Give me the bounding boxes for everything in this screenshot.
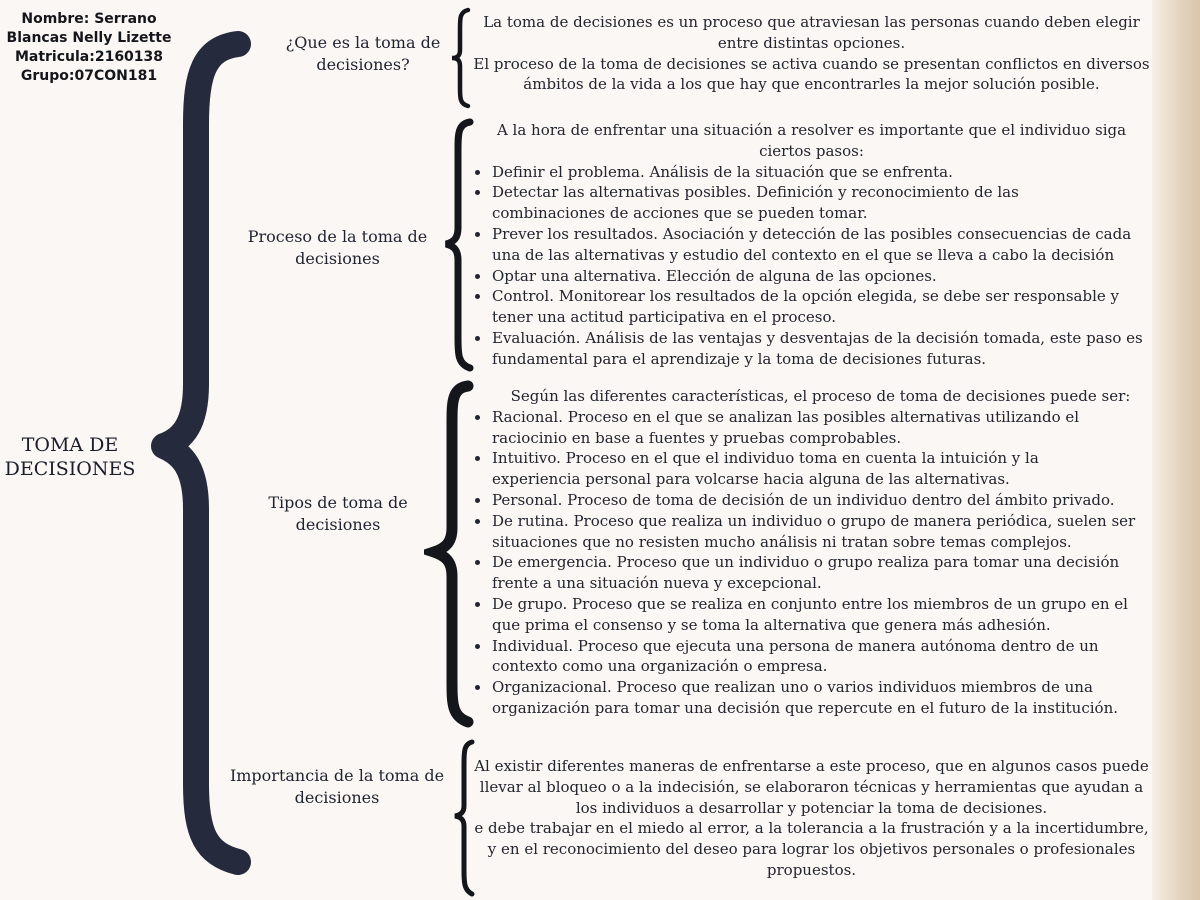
paragraph: Al existir diferentes maneras de enfrentarse a este proceso, que en algunos casos puede llevar al bloqueo o a la indecisión, se elaboraron técnicas y herramientas que ayudan a los individuos a desarrollar y potenciar la toma de decisiones.: [474, 757, 1149, 817]
list-item: Personal. Proceso de toma de decisión de un individuo dentro del ámbito privado.: [492, 490, 1153, 511]
list-item: De grupo. Proceso que se realiza en conjunto entre los miembros de un grupo en el que prima el consenso y se toma la alternativa que genera más adhesión.: [492, 594, 1153, 636]
section-label-tipos: Tipos de toma de decisiones: [268, 493, 408, 534]
types-list: [470, 407, 1153, 719]
section-label-que-es: ¿Que es la toma de decisiones?: [285, 33, 441, 74]
list-intro: Según las diferentes características, el proceso de toma de decisiones puede ser:: [510, 387, 1131, 405]
paragraph: La toma de decisiones es un proceso que atraviesan las personas cuando deben elegir entre distintas opciones.: [483, 13, 1140, 52]
content-proceso: [470, 120, 1153, 370]
content-que-es: [470, 12, 1153, 95]
section-label-importancia: Importancia de la toma de decisiones: [229, 766, 445, 807]
list-item: Individual. Proceso que ejecuta una persona de manera autónoma dentro de un contexto como una organización o empresa.: [492, 636, 1153, 678]
brace-tipos: [424, 378, 476, 730]
list-item: Intuitivo. Proceso en el que el individuo toma en cuenta la intuición y la experiencia personal para volcarse hacia alguna de las alternativas.: [492, 448, 1153, 490]
list-item: Definir el problema. Análisis de la situación que se enfrenta.: [492, 162, 1153, 183]
section-label-proceso: Proceso de la toma de decisiones: [247, 227, 428, 268]
background-edge-right: [1152, 0, 1200, 900]
list-item: Evaluación. Análisis de las ventajas y desventajas de la decisión tomada, este paso es fundamental para el aprendizaje y la toma de decisiones futuras.: [492, 328, 1153, 370]
steps-list: [470, 162, 1153, 370]
paragraph: e debe trabajar en el miedo al error, a la tolerancia a la frustración y a la incertidumbre, y en el reconocimiento del deseo para lograr los objetivos personales o profesionales propuestos.: [474, 819, 1149, 879]
content-tipos: [470, 386, 1153, 719]
student-name-line2: Blancas Nelly Lizette: [6, 30, 172, 46]
list-item: Optar una alternativa. Elección de alguna de las opciones.: [492, 266, 1153, 287]
content-importancia: [470, 756, 1153, 881]
list-item: Control. Monitorear los resultados de la opción elegida, se debe ser responsable y tener una actitud participativa en el proceso.: [492, 286, 1153, 328]
student-name-line1: Nombre: Serrano: [21, 11, 157, 27]
main-brace: [138, 14, 278, 894]
list-item: Prever los resultados. Asociación y detección de las posibles consecuencias de cada una de las alternativas y estudio del contexto en el que se lleva a cabo la decisión: [492, 224, 1153, 266]
student-matricula: Matricula:2160138: [14, 49, 164, 65]
main-title-line1: TOMA DE: [21, 434, 119, 456]
list-item: Racional. Proceso en el que se analizan las posibles alternativas utilizando el raciocinio en base a fuentes y pruebas comprobables.: [492, 407, 1153, 449]
list-item: Organizacional. Proceso que realizan uno o varios individuos miembros de una organización para tomar una decisión que repercute en el futuro de la institución.: [492, 677, 1153, 719]
main-title-line2: DECISIONES: [4, 458, 136, 480]
list-intro: A la hora de enfrentar una situación a resolver es importante que el individuo siga ciertos pasos:: [496, 121, 1127, 160]
paragraph: El proceso de la toma de decisiones se activa cuando se presentan conflictos en diversos ámbitos de la vida a los que hay que encontrarles la mejor solución posible.: [473, 54, 1150, 94]
list-item: De emergencia. Proceso que un individuo o grupo realiza para tomar una decisión frente a una situación nueva y excepcional.: [492, 552, 1153, 594]
main-title: [0, 433, 140, 481]
list-item: Detectar las alternativas posibles. Definición y reconocimiento de las combinaciones de acciones que se pueden tomar.: [492, 182, 1153, 224]
student-grupo: Grupo:07CON181: [20, 68, 158, 84]
list-item: De rutina. Proceso que realiza un individuo o grupo de manera periódica, suelen ser situaciones que no resisten mucho análisis ni tratan sobre temas complejos.: [492, 511, 1153, 553]
